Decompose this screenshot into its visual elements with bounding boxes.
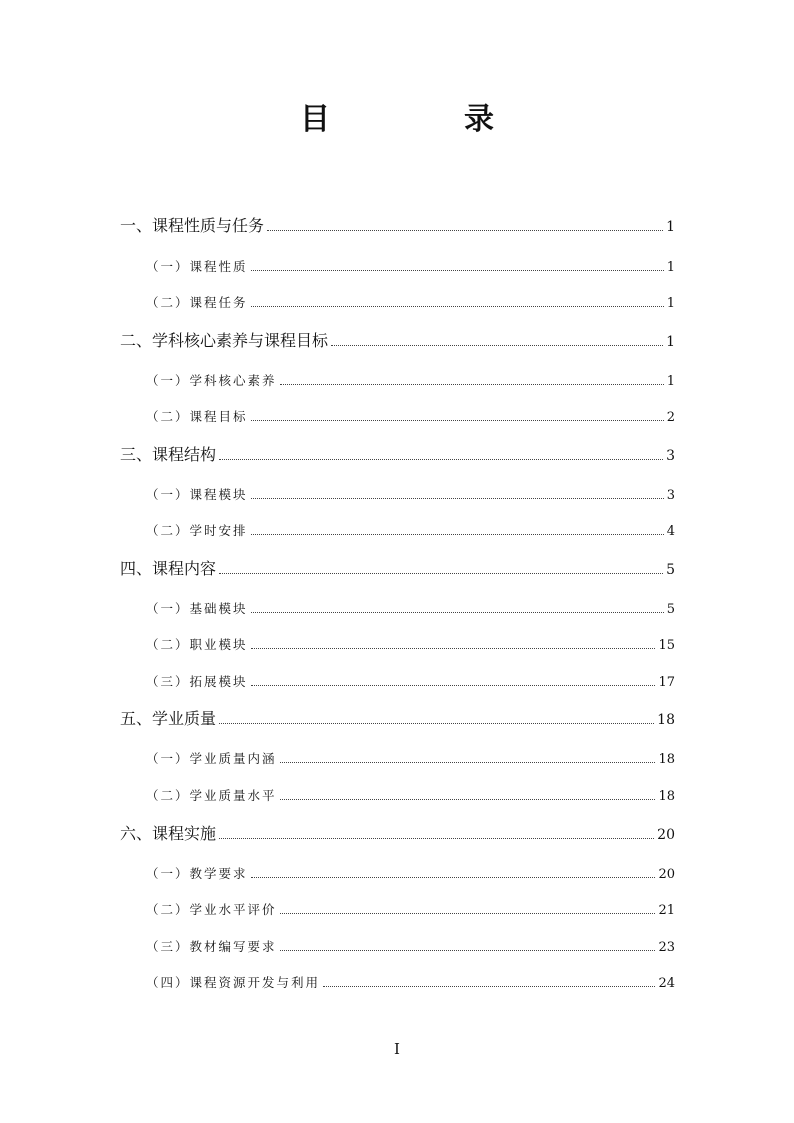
toc-leader-dots [280,799,656,800]
toc-entry-label: 六、课程实施 [120,824,217,843]
toc-entry-label: （二）学时安排 [146,523,248,538]
toc-entry-page: 1 [666,296,675,311]
toc-entry-page: 15 [658,638,675,653]
toc-entry-label: （一）课程性质 [146,259,248,274]
toc-entry-page: 17 [658,675,675,690]
toc-subsection-entry[interactable] [146,372,675,391]
toc-section-entry[interactable] [120,445,675,466]
toc-section-entry[interactable] [120,216,675,237]
toc-leader-dots [251,306,664,307]
toc-entry-page: 2 [666,410,675,425]
toc-entry-label: （三）教材编写要求 [146,939,277,954]
toc-subsection-entry[interactable] [146,787,675,806]
toc-leader-dots [251,534,664,535]
toc-section-entry[interactable] [120,331,675,352]
toc-leader-dots [251,498,664,499]
toc-entry-page: 18 [658,789,675,804]
toc-entry-page: 1 [666,219,675,235]
toc-entry-page: 3 [666,488,675,503]
toc-entry-label: （四）课程资源开发与利用 [146,975,321,990]
toc-entry-label: （一）基础模块 [146,601,248,616]
toc-leader-dots [323,986,655,987]
toc-entry-page: 3 [666,448,675,464]
toc-entry-label: （二）学业质量水平 [146,788,277,803]
toc-entry-page: 24 [658,976,675,991]
toc-entry-label: 一、课程性质与任务 [120,216,265,235]
toc-entry-page: 1 [666,334,675,350]
toc-leader-dots [219,838,654,839]
toc-entry-label: 四、课程内容 [120,559,217,578]
toc-leader-dots [251,685,656,686]
toc-leader-dots [219,723,654,724]
toc-section-entry[interactable] [120,824,675,845]
toc-entry-label: 二、学科核心素养与课程目标 [120,331,329,350]
toc-subsection-entry[interactable] [146,673,675,692]
toc-leader-dots [251,648,656,649]
toc-entry-label: （三）拓展模块 [146,674,248,689]
toc-entry-label: （一）学业质量内涵 [146,751,277,766]
toc-leader-dots [280,762,656,763]
toc-leader-dots [251,420,664,421]
toc-leader-dots [280,950,656,951]
toc-entry-label: 三、课程结构 [120,445,217,464]
page-number: I [394,1040,400,1058]
toc-subsection-entry[interactable] [146,408,675,427]
toc-entry-page: 1 [666,374,675,389]
toc-subsection-entry[interactable] [146,294,675,313]
toc-entry-page: 23 [658,940,675,955]
toc-subsection-entry[interactable] [146,901,675,920]
toc-subsection-entry[interactable] [146,600,675,619]
toc-section-entry[interactable] [120,559,675,580]
page-title: 目 录 [300,102,546,137]
toc-entry-page: 21 [658,903,675,918]
toc-entry-label: 五、学业质量 [120,709,217,728]
toc-subsection-entry[interactable] [146,750,675,769]
toc-leader-dots [280,913,656,914]
toc-leader-dots [219,459,663,460]
toc-leader-dots [219,573,663,574]
toc-leader-dots [280,384,664,385]
toc-entry-page: 1 [666,260,675,275]
toc-entry-page: 18 [657,712,675,728]
toc-entry-label: （一）学科核心素养 [146,373,277,388]
toc-entry-page: 4 [666,524,675,539]
toc-entry-page: 20 [657,827,675,843]
toc-entry-label: （二）职业模块 [146,637,248,652]
toc-entry-label: （一）教学要求 [146,866,248,881]
toc-entry-page: 5 [666,562,675,578]
toc-subsection-entry[interactable] [146,636,675,655]
toc-section-entry[interactable] [120,709,675,730]
toc-leader-dots [251,612,664,613]
toc-entry-page: 18 [658,752,675,767]
toc-entry-label: （二）学业水平评价 [146,902,277,917]
toc-subsection-entry[interactable] [146,522,675,541]
toc-leader-dots [267,230,663,231]
toc-entry-label: （二）课程目标 [146,409,248,424]
toc-entry-label: （一）课程模块 [146,487,248,502]
toc-leader-dots [331,345,663,346]
toc-entry-page: 5 [666,602,675,617]
toc-entry-page: 20 [658,867,675,882]
toc-leader-dots [251,877,656,878]
toc-subsection-entry[interactable] [146,938,675,957]
toc-entry-label: （二）课程任务 [146,295,248,310]
toc-leader-dots [251,270,664,271]
toc-subsection-entry[interactable] [146,486,675,505]
toc-subsection-entry[interactable] [146,865,675,884]
toc-subsection-entry[interactable] [146,974,675,993]
toc-subsection-entry[interactable] [146,258,675,277]
